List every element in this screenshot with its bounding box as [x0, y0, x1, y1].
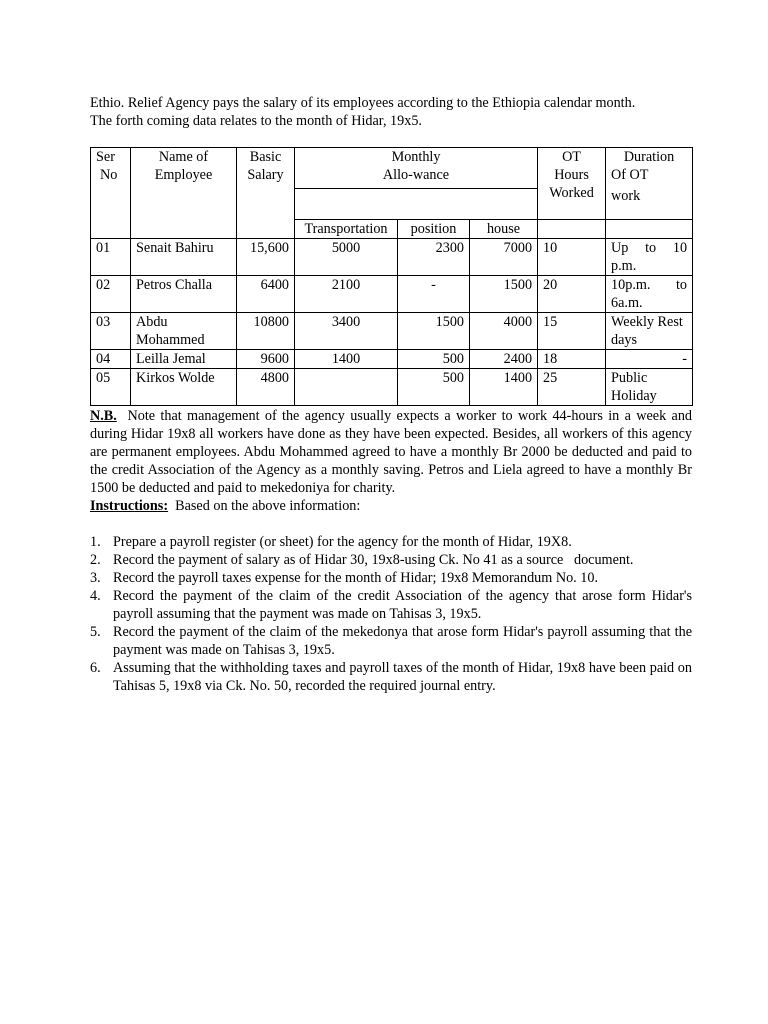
intro-line-2: The forth coming data relates to the month of Hidar, 19x5. [90, 113, 422, 129]
row-ot: 20 [538, 276, 606, 313]
header-ot-empty [538, 220, 606, 239]
document-page [90, 94, 692, 695]
header-ser-no: Ser No [91, 148, 131, 239]
row-no: 01 [91, 239, 131, 276]
header-position: position [398, 220, 470, 239]
header-basic-salary: Basic Salary [237, 148, 295, 239]
row-duration: Up to 10 p.m. [606, 239, 693, 276]
nb-paragraph [90, 407, 692, 497]
table-row [91, 350, 693, 369]
list-item: 3. Record the payroll taxes expense for the month of Hidar; 19x8 Memorandum No. 10. [90, 570, 599, 586]
instructions-intro: Based on the above information: [175, 498, 361, 514]
table-row [91, 369, 693, 406]
row-basic: 6400 [237, 276, 295, 313]
nb-text: Note that management of the agency usually expects a worker to work 44-hours in a week and during Hidar 19x8 all workers have done as they have been expected. Besides, all workers of this agency are permanent employees. Abdu Mohammed agreed to have a monthly Br 2000 be deducted and paid to the credit Association of the Agency as a monthly saving. Petros and Liela agreed to have a monthly Br 1500 be deducted and paid to mekedoniya for charity. [90, 408, 693, 496]
list-item: 5. Record the payment of the claim of the mekedonya that arose form Hidar's payroll assuming that the payment was made on Tahisas 3, 19x5. [90, 624, 692, 658]
row-duration: 10p.m. to 6a.m. [606, 276, 693, 313]
row-transport: 1400 [295, 350, 398, 369]
row-basic: 15,600 [237, 239, 295, 276]
row-no: 02 [91, 276, 131, 313]
header-ot-duration: Duration Of OT work [606, 148, 693, 220]
row-house: 7000 [470, 239, 538, 276]
row-name: Leilla Jemal [131, 350, 237, 369]
row-ot: 15 [538, 313, 606, 350]
salary-table [90, 147, 693, 406]
row-transport [295, 369, 398, 406]
nb-label: N.B. [90, 408, 117, 424]
header-ot-hours: OT Hours Worked [538, 148, 606, 220]
row-transport: 3400 [295, 313, 398, 350]
row-name: Kirkos Wolde [131, 369, 237, 406]
row-position: 500 [398, 369, 470, 406]
instructions-heading [90, 497, 692, 515]
header-house: house [470, 220, 538, 239]
row-duration: Weekly Rest days [606, 313, 693, 350]
instruction-list [90, 533, 692, 695]
row-transport: 2100 [295, 276, 398, 313]
row-position: 500 [398, 350, 470, 369]
header-duration-empty [606, 220, 693, 239]
row-name: Abdu Mohammed [131, 313, 237, 350]
row-house: 4000 [470, 313, 538, 350]
row-position: 2300 [398, 239, 470, 276]
header-employee-name: Name of Employee [131, 148, 237, 239]
row-house: 1400 [470, 369, 538, 406]
row-basic: 10800 [237, 313, 295, 350]
row-no: 05 [91, 369, 131, 406]
row-transport: 5000 [295, 239, 398, 276]
row-house: 2400 [470, 350, 538, 369]
row-basic: 4800 [237, 369, 295, 406]
row-duration: - [606, 350, 693, 369]
row-name: Senait Bahiru [131, 239, 237, 276]
instructions-label: Instructions: [90, 498, 169, 514]
row-basic: 9600 [237, 350, 295, 369]
row-position: - [398, 276, 470, 313]
table-row [91, 313, 693, 350]
intro-line-1: Ethio. Relief Agency pays the salary of its employees according to the Ethiopia calendar month. [90, 95, 636, 111]
list-item: 1. Prepare a payroll register (or sheet) for the agency for the month of Hidar, 19X8. [90, 534, 572, 550]
row-no: 04 [91, 350, 131, 369]
header-allowance-spacer [295, 189, 538, 220]
row-duration: Public Holiday [606, 369, 693, 406]
row-house: 1500 [470, 276, 538, 313]
row-position: 1500 [398, 313, 470, 350]
list-item: 6. Assuming that the withholding taxes and payroll taxes of the month of Hidar, 19x8 have been paid on Tahisas 5, 19x8 via Ck. No. 50, recorded the required journal entry. [90, 660, 692, 694]
header-monthly-allowance: Monthly Allo-wance [295, 148, 538, 189]
table-row [91, 239, 693, 276]
row-ot: 18 [538, 350, 606, 369]
table-row [91, 276, 693, 313]
row-ot: 25 [538, 369, 606, 406]
row-name: Petros Challa [131, 276, 237, 313]
list-item: 4. Record the payment of the claim of the credit Association of the agency that arose form Hidar's payroll assuming that the payment was made on Tahisas 3, 19x5. [90, 588, 692, 622]
row-no: 03 [91, 313, 131, 350]
row-ot: 10 [538, 239, 606, 276]
list-item: 2. Record the payment of salary as of Hidar 30, 19x8-using Ck. No 41 as a source document. [90, 552, 634, 568]
header-transportation: Transportation [295, 220, 398, 239]
